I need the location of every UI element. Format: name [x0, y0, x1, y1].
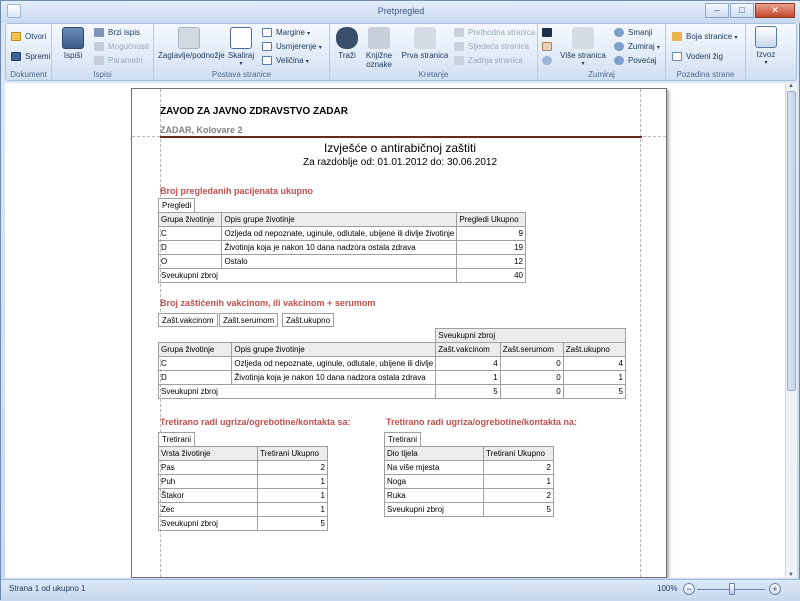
table-cell: Sveukupni zbroj	[159, 517, 258, 531]
zoom-in-icon[interactable]: +	[769, 583, 781, 595]
zoom-out-icon[interactable]: −	[683, 583, 695, 595]
table-cell: Štakor	[159, 489, 258, 503]
table-cell: 1	[484, 475, 554, 489]
bookmarks-button[interactable]: Knjižne oznake	[362, 27, 396, 69]
vertical-scrollbar[interactable]	[785, 83, 797, 578]
group-label: Postava stranice	[211, 70, 272, 79]
zoom-icon	[614, 42, 624, 51]
table-cell: 2	[258, 461, 328, 475]
table-cell: Ozljeda od nepoznate, uginule, odlutale, ubijene ili divlje životinje	[222, 227, 457, 241]
first-page-button[interactable]: Prva stranica	[400, 27, 450, 60]
table-cell: 2	[484, 461, 554, 475]
page-indicator: Strana 1 od ukupno 1	[9, 584, 86, 593]
orientation-icon	[262, 42, 272, 51]
table-header-row	[159, 213, 526, 227]
treated-animals-table	[158, 446, 328, 531]
table-cell: 19	[457, 241, 526, 255]
scrollbar-thumb[interactable]	[787, 91, 796, 391]
scale-button[interactable]: Skaliraj ▾	[226, 27, 256, 69]
table-row	[159, 461, 328, 475]
table-row	[159, 357, 626, 371]
group-label: Ispisi	[93, 70, 112, 79]
minimize-button[interactable]: –	[705, 3, 729, 18]
table-row	[159, 489, 328, 503]
zoom-in-icon	[614, 56, 624, 65]
table-cell: 1	[258, 489, 328, 503]
table-cell: Sveukupni zbroj	[159, 269, 457, 283]
table-total-row	[385, 503, 554, 517]
table-header-cell: Grupa životinje	[159, 213, 222, 227]
table-header-cell: Tretirani Ukupno	[258, 447, 328, 461]
save-button[interactable]: Spremi	[11, 50, 50, 63]
pivot-data-tab: Pregledi	[158, 198, 195, 212]
report-title: Izvješće o antirabičnoj zaštiti	[323, 141, 477, 155]
options-icon	[94, 42, 104, 51]
table-cell: 2	[484, 489, 554, 503]
floppy-icon	[11, 52, 21, 61]
table-row	[385, 461, 554, 475]
group-izvoz	[746, 24, 786, 80]
magnifier-icon	[542, 56, 552, 65]
binoculars-icon	[336, 27, 358, 49]
table-cell: Sveukupni zbroj	[159, 385, 436, 399]
table-header-cell: Zašt.vakcinom	[436, 343, 501, 357]
table-cell: O	[159, 255, 222, 269]
group-kretanje	[330, 24, 538, 80]
header-footer-icon	[178, 27, 200, 49]
pivot-data-tab: Tretirani	[384, 432, 421, 446]
table-cell: Noga	[385, 475, 484, 489]
open-button[interactable]: Otvori	[11, 30, 46, 43]
multi-page-button[interactable]: Više stranica ▾	[560, 27, 606, 69]
page-color-button[interactable]: Boja stranice ▾	[672, 30, 738, 43]
table-cell: C	[159, 227, 222, 241]
table-header-cell: Tretirani Ukupno	[484, 447, 554, 461]
table-header-cell: Opis grupe životinje	[232, 343, 436, 357]
printer-icon	[62, 27, 84, 49]
close-button[interactable]: ✕	[755, 3, 795, 18]
header-separator	[160, 136, 642, 138]
next-arrow-icon	[454, 42, 464, 51]
next-page-button[interactable]: Sljedeća stranica	[454, 40, 529, 53]
params-icon	[94, 56, 104, 65]
ribbon	[5, 23, 797, 81]
table-cell: 5	[436, 385, 501, 399]
export-icon	[755, 26, 777, 48]
patients-table	[158, 212, 526, 283]
scroll-down-icon[interactable]: ▼	[788, 572, 794, 578]
group-label: Kretanje	[418, 70, 449, 79]
table-header-cell: Pregledi Ukupno	[457, 213, 526, 227]
table-cell: 0	[500, 371, 563, 385]
table-cell: 12	[457, 255, 526, 269]
table-cell: 4	[436, 357, 501, 371]
dropdown-arrow-icon: ▾	[239, 61, 243, 67]
table-cell: 1	[436, 371, 501, 385]
table-cell: Na više mjesta	[385, 461, 484, 475]
table-header-cell: Zašt.ukupno	[563, 343, 625, 357]
prev-page-button[interactable]: Prethodna stranica	[454, 26, 535, 39]
table-cell: 40	[457, 269, 526, 283]
table-cell: D	[159, 371, 232, 385]
pointer-icon	[542, 28, 552, 37]
quick-print-button[interactable]: Brzi ispis	[94, 26, 140, 39]
pointer-tool-button[interactable]	[542, 26, 554, 39]
table-header-cell: Grupa životinje	[159, 343, 232, 357]
table-cell: 4	[563, 357, 625, 371]
table-cell: Ozljeda od nepoznate, uginule, odlutale, ubijene ili divlje	[232, 357, 436, 371]
table-cell: Sveukupni zbroj	[385, 503, 484, 517]
page-color-icon	[672, 32, 682, 41]
table-row	[159, 227, 526, 241]
find-button[interactable]: Traži	[334, 27, 360, 60]
report-page	[131, 88, 667, 578]
table-cell: Pas	[159, 461, 258, 475]
hand-icon	[542, 42, 552, 51]
table-header-row	[159, 343, 626, 357]
table-row	[159, 371, 626, 385]
header-footer-button[interactable]: Zaglavlje/podnožje	[158, 27, 220, 60]
table-cell: 5	[484, 503, 554, 517]
organization-address: ZADAR, Kolovare 2	[160, 125, 243, 135]
hand-tool-button[interactable]	[542, 40, 554, 53]
group-postava	[154, 24, 330, 80]
first-page-icon	[414, 27, 436, 49]
scale-icon	[230, 27, 252, 49]
maximize-button[interactable]: □	[730, 3, 754, 18]
table-header-row	[159, 329, 626, 343]
pivot-data-tab: Tretirani	[158, 432, 195, 446]
protected-table	[158, 328, 626, 399]
section-heading: Broj zaštićenih vakcinom, ili vakcinom + serumom	[160, 298, 376, 308]
table-cell: Životinja koja je nakon 10 dana nadzora ostala zdrava	[232, 371, 436, 385]
group-label: Pozadina strane	[676, 70, 735, 79]
zoom-in-button[interactable]: Povećaj	[614, 54, 656, 67]
group-ispisi	[52, 24, 154, 80]
scroll-up-icon[interactable]: ▲	[788, 83, 794, 89]
table-total-row	[159, 517, 328, 531]
table-row	[159, 475, 328, 489]
size-button[interactable]: Veličina ▾	[262, 54, 309, 67]
group-zumiraj	[538, 24, 666, 80]
table-empty-cell	[159, 329, 436, 343]
zoom-slider-thumb[interactable]	[729, 583, 735, 595]
params-button[interactable]: Parametri	[94, 54, 143, 67]
table-cell: Ostalo	[222, 255, 457, 269]
section-heading: Broj pregledanih pacijenata ukupno	[160, 186, 314, 196]
table-total-row	[159, 269, 526, 283]
group-label: Dokument	[10, 70, 47, 79]
pivot-data-tab: Zašt.vakcinom	[158, 313, 218, 327]
magnifier-tool-button[interactable]	[542, 54, 554, 67]
table-header-row	[159, 447, 328, 461]
table-cell: 1	[258, 475, 328, 489]
table-total-row	[159, 385, 626, 399]
table-cell: Zec	[159, 503, 258, 517]
size-icon	[262, 56, 272, 65]
zoom-out-icon	[614, 28, 624, 37]
printer-small-icon	[94, 28, 104, 37]
table-row	[385, 475, 554, 489]
watermark-button[interactable]: Vodeni žig	[672, 50, 723, 63]
table-header-cell: Opis grupe životinje	[222, 213, 457, 227]
table-cell: 5	[258, 517, 328, 531]
table-cell: 9	[457, 227, 526, 241]
zoom-dropdown-button[interactable]: Zumiraj ▾	[614, 40, 660, 53]
last-page-icon	[454, 56, 464, 65]
group-dokument	[6, 24, 52, 80]
table-cell: Ruka	[385, 489, 484, 503]
table-row	[159, 503, 328, 517]
table-cell: Životinja koja je nakon 10 dana nadzora ostala zdrava	[222, 241, 457, 255]
table-header-cell: Sveukupni zbroj	[436, 329, 626, 343]
export-button[interactable]: Izvoz ▾	[752, 26, 780, 68]
pivot-data-tab: Zašt.ukupno	[282, 313, 334, 327]
bookmarks-icon	[368, 27, 390, 49]
prev-arrow-icon	[454, 28, 464, 37]
table-cell: 1	[563, 371, 625, 385]
treated-bodyparts-table	[384, 446, 554, 517]
table-cell: Puh	[159, 475, 258, 489]
zoom-percent: 100%	[657, 584, 678, 593]
options-button[interactable]: Mogućnosti	[94, 40, 149, 53]
window-title: Pretpregled	[377, 6, 425, 16]
orientation-button[interactable]: Usmjerenje ▾	[262, 40, 322, 53]
table-cell: 5	[563, 385, 625, 399]
table-cell: 1	[258, 503, 328, 517]
report-period: Za razdoblje od: 01.01.2012 do: 30.06.2012	[302, 157, 498, 168]
folder-icon	[11, 32, 21, 41]
pivot-data-tab: Zašt.serumom	[219, 313, 278, 327]
print-button[interactable]: Ispiši	[58, 27, 88, 60]
margins-icon	[262, 28, 272, 37]
watermark-icon	[672, 52, 682, 61]
preview-area[interactable]	[5, 83, 785, 578]
table-header-cell: Dio tijela	[385, 447, 484, 461]
table-cell: C	[159, 357, 232, 371]
multi-page-icon	[572, 27, 594, 49]
table-header-row	[385, 447, 554, 461]
last-page-button[interactable]: Zadnja stranica	[454, 54, 523, 67]
table-cell: 0	[500, 357, 563, 371]
table-row	[159, 241, 526, 255]
section-heading: Tretirano radi ugriza/ogrebotine/kontakta na:	[386, 417, 578, 427]
table-cell: 0	[500, 385, 563, 399]
table-header-cell: Zašt.serumom	[500, 343, 563, 357]
group-label: Zumiraj	[588, 70, 615, 79]
app-menu-icon[interactable]	[7, 4, 21, 18]
table-header-cell: Vrsta životinje	[159, 447, 258, 461]
table-row	[385, 489, 554, 503]
group-pozadina	[666, 24, 746, 80]
section-heading: Tretirano radi ugriza/ogrebotine/kontakta sa:	[160, 417, 351, 427]
organization-name: ZAVOD ZA JAVNO ZDRAVSTVO ZADAR	[160, 106, 348, 117]
title-bar	[1, 1, 800, 23]
table-row	[159, 255, 526, 269]
zoom-out-button[interactable]: Smanji	[614, 26, 652, 39]
margins-button[interactable]: Margine ▾	[262, 26, 310, 39]
table-cell: D	[159, 241, 222, 255]
status-bar	[1, 579, 800, 601]
